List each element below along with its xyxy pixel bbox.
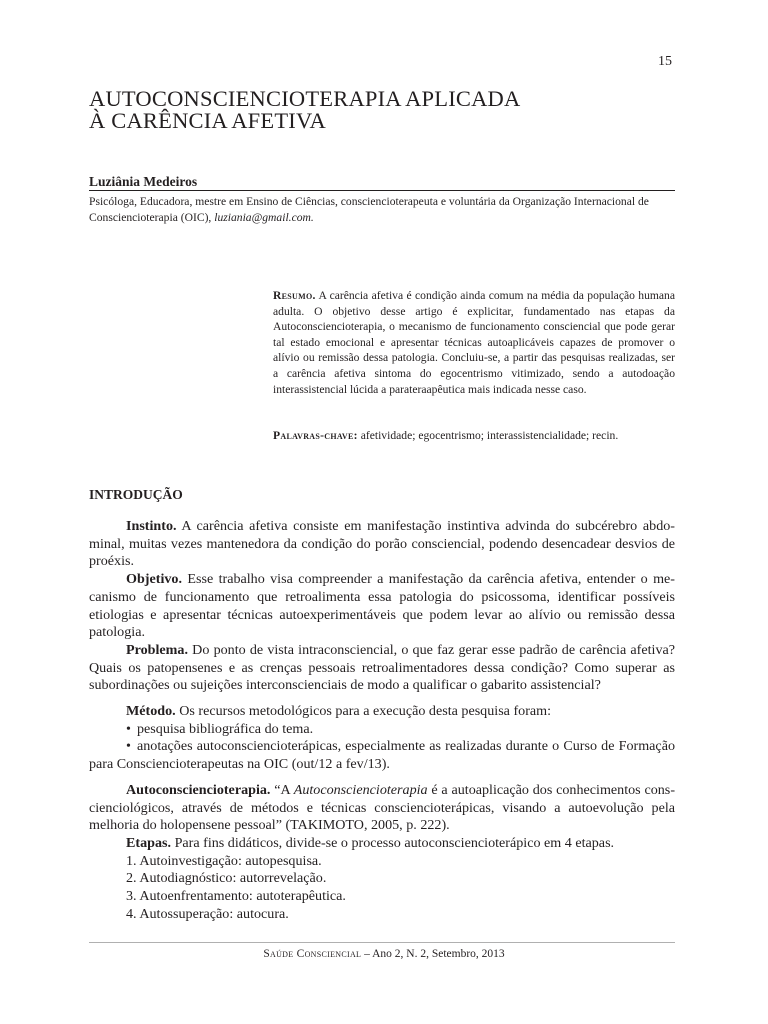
list-item [89,738,675,773]
title-line-1: AUTOCONSCIENCIOTERAPIA APLICADA [89,86,521,111]
footer-divider [89,942,675,943]
paragraph-problema [89,642,675,695]
paragraph-autoconscienciote­rapia [89,782,675,835]
step-item: 1. Autoinvestigação: autopesquisa. [126,852,322,869]
etapas-text: Para fins didáticos, divide-se o processo autoconsciencioterápico em 4 etapas. [171,834,615,851]
paragraph-instinto [89,518,675,571]
keywords-label: Palavras-chave: [273,429,358,442]
article-title [89,88,689,132]
affiliation-text: Psicóloga, Educadora, mestre em Ensino de Ciências, consciencioterapeuta e voluntária da Organização Internacional de Consciencioterapia (OIC), [89,195,649,224]
bullet-text: anotações autoconsciencioterápicas, especialmente as realizadas durante o Curso de For [137,738,639,755]
instinto-label: Instinto. [126,518,177,534]
author-name: Luziânia Medeiros [89,174,198,189]
section-heading: INTRODUÇÃO [89,487,183,502]
author-affiliation [89,194,689,225]
running-footer [0,948,768,960]
step-item: 2. Autodiagnóstico: autorrevelação. [126,870,327,887]
bullet-text-continued: mação para Consciencioterapeutas na OIC (out/12 a fev/13). [89,738,675,773]
step-item: 4. Autossuperação: autocura. [126,905,289,922]
page-number: 15 [658,54,672,69]
auto-label: Autoconsciencioterapia. [126,781,271,798]
author-divider [89,190,675,191]
auto-text-post: é a autoaplicação dos conhecimentos conscienciológicos, através de métodos e técnicas consciencioterápicas, visando a autoevolução pela melhoria do holopensene pessoal” (TAKIMOTO, 2005, p. 222). [89,781,676,834]
bullet-icon: • [126,738,131,755]
metodo-text: Os recursos metodológicos para a execução desta pesquisa foram: [175,703,552,720]
abstract [273,288,675,397]
keywords-text: afetividade; egocentrismo; interassistencialidade; recin. [357,429,619,442]
keywords [273,428,675,444]
auto-text-pre: “A [270,781,294,798]
objetivo-text: Esse trabalho visa compreender a manifestação da carência afetiva, entender o mecanismo de funcionamento que retroalimenta essa patologia do psicossoma, identificar possíveis etiologias e apresentar técnicas autoexperimentáveis que podem levar ao alívio ou remissão dessa patologia. [89,571,675,641]
journal-issue: – Ano 2, N. 2, Setembro, 2013 [361,948,505,960]
metodo-label: Método. [126,703,176,720]
instinto-text: A carência afetiva consiste em manifestação instintiva advinda do subcérebro abdominal, muitas vezes mantenedora da condição do porão consciencial, podendo desencadear desvios de proéxis. [89,518,675,570]
auto-text-italic: Autoconsciencioterapia [293,781,428,798]
title-line-2: À CARÊNCIA AFETIVA [89,108,326,133]
paragraph-metodo [89,703,675,721]
abstract-label: Resumo. [273,289,316,302]
problema-label: Problema. [126,641,188,658]
etapas-label: Etapas. [126,834,172,851]
journal-name: Saúde Consciencial [263,948,362,960]
author-email[interactable]: luziania@gmail.com. [214,210,314,224]
paragraph-objetivo [89,571,675,642]
paragraph-etapas [89,835,675,853]
bullet-icon: • [126,720,131,737]
body-text [89,518,675,923]
bullet-text: pesquisa bibliográfica do tema. [137,720,314,737]
list-item [89,721,675,739]
problema-text: Do ponto de vista intraconsciencial, o que faz gerar esse padrão de carência afetiva? Quais os patopensenes e as crenças pessoais retroalimentadores dessa condição? Como superar as subordinações ou sujeições interconscienciais de modo a qualificar o gabarito assistencial? [89,641,675,694]
abstract-text: A carência afetiva é condição ainda comum na média da população humana adulta. O objetivo desse artigo é explicitar, fundamentado nas etapas da Autoconsciencioterapia, o mecanismo de funcionamento consciencial que pode gerar tal estado emocional e apresentar técnicas autoaplicáveis capazes de promover o alívio ou remissão dessa patologia. Concluiu-se, a partir das pesquisas realizadas, ser a carência afetiva sintoma do egocentrismo vitimizado, sendo a autodoação interassistencial lúcida a parateraapêutica mais indicada nesse caso. [273,289,675,396]
objetivo-label: Objetivo. [126,571,182,588]
step-item: 3. Autoenfrentamento: autoterapêutica. [126,888,346,905]
